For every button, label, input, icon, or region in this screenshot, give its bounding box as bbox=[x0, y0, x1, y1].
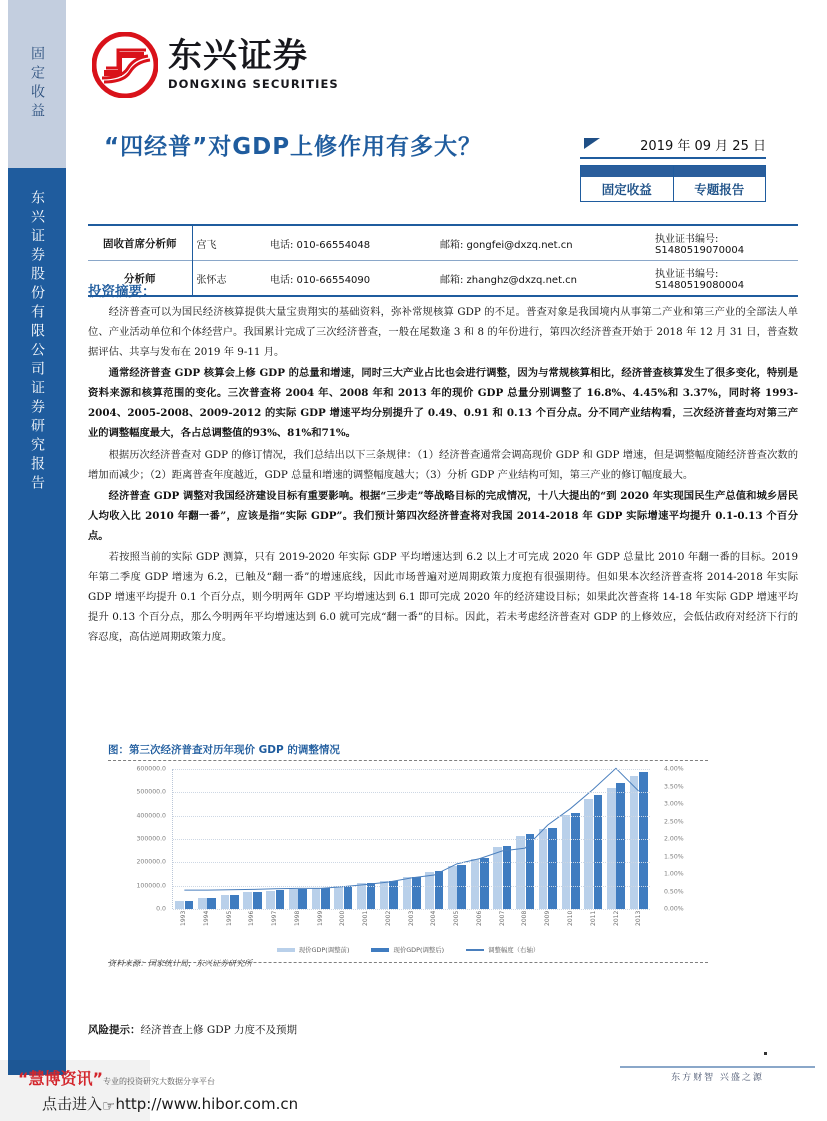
legend-line-icon bbox=[466, 949, 484, 951]
legend-label: 调整幅度（右轴） bbox=[488, 946, 540, 954]
chart-source: 资料来源：国家统计局，东兴证券研究所 bbox=[108, 959, 252, 968]
x-tick-label: 2008 bbox=[521, 911, 529, 927]
x-tick-label: 2002 bbox=[384, 911, 392, 927]
gridline bbox=[173, 886, 650, 887]
x-tick-label: 2013 bbox=[635, 911, 643, 927]
x-tick-label: 2007 bbox=[498, 911, 506, 927]
chart-title: 图：第三次经济普查对历年现价 GDP 的调整情况 bbox=[108, 742, 708, 761]
summary-heading: 投资摘要： bbox=[88, 284, 156, 300]
x-tick-label: 2010 bbox=[566, 911, 574, 927]
legend-swatch-icon bbox=[277, 948, 295, 952]
analyst-role: 分析师 bbox=[88, 261, 192, 297]
analyst-email[interactable]: 邮箱: zhanghz@dxzq.net.cn bbox=[436, 261, 651, 297]
legend-label: 现价GDP(调整后) bbox=[393, 946, 445, 954]
risk-text: 经济普查上修 GDP 力度不及预期 bbox=[140, 1024, 298, 1036]
analyst-cert: 执业证书编号: S1480519080004 bbox=[651, 261, 798, 297]
gridline bbox=[173, 839, 650, 840]
analyst-name: 张怀志 bbox=[192, 261, 266, 297]
y-tick-right: 0.50% bbox=[664, 888, 684, 895]
chart-block bbox=[108, 742, 708, 963]
date-badge-box bbox=[580, 134, 766, 202]
summary-body bbox=[88, 302, 798, 648]
triangle-icon bbox=[584, 138, 600, 149]
legend-item-adjust bbox=[466, 945, 539, 954]
analyst-role: 固收首席分析师 bbox=[88, 225, 192, 261]
watermark-cta: 点击进入 bbox=[42, 1095, 103, 1113]
chart-y-axis-right bbox=[658, 765, 702, 913]
dongxing-logo-icon bbox=[92, 32, 158, 98]
badge-category[interactable]: 固定收益 bbox=[581, 166, 673, 201]
gridline bbox=[173, 816, 650, 817]
x-tick-label: 1994 bbox=[202, 911, 210, 927]
chart-plot bbox=[172, 769, 650, 909]
rail-top-label: 固定收益 bbox=[29, 46, 45, 122]
x-tick-label: 2009 bbox=[544, 911, 552, 927]
legend-item-pre bbox=[277, 945, 350, 954]
y-tick-right: 4.00% bbox=[664, 765, 684, 773]
paragraph-5: 若按照当前的实际 GDP 测算，只有 2019-2020 年实际 GDP 平均增速达到 6.2 以上才可完成 2020 年 GDP 总量比 2010 年翻一番的目标。2019 年第二季度 GDP 增速为 6.2，已触及“翻一番”的增速底线，因此市场普遍对逆周期政策力度抱有很强期待。但如果本次经济普查将 2014-2018 年实际 GDP 增速平均提升 0.1 个百分点，则今明两年 GDP 平均增速达到 6.1 即可完成 2020 年的经济建设目标；如果此次普查将 14-18 年实际 GDP 增速平均提升 0.13 个百分点，那么今明两年平均增速达到 6.0 就可完成“翻一番”的目标。因此，若未考虑经济普查对 GDP 的上修效应，会低估政府对经济下行的容忍度，高估逆周期政策力度。 bbox=[88, 550, 798, 644]
watermark-title bbox=[18, 1066, 215, 1089]
rail-top-block bbox=[8, 0, 66, 168]
paragraph-3: 根据历次经济普查对 GDP 的修订情况，我们总结出以下三条规律：（1）经济普查通常会调高现价 GDP 和 GDP 增速，但是调整幅度随经济普查次数的增加而减少；（2）距离普查年度越近，GDP 总量和增速的调整幅度越大；（3）分析 GDP 产业结构可知，第三产业的修订幅度最大。 bbox=[88, 448, 798, 481]
report-date-row bbox=[580, 134, 766, 159]
x-tick-label: 2000 bbox=[339, 911, 347, 927]
y-tick-left: 600000.0 bbox=[136, 765, 166, 773]
y-tick-left: 500000.0 bbox=[136, 788, 166, 796]
legend-item-post bbox=[371, 945, 444, 954]
paragraph-1: 经济普查可以为国民经济核算提供大量宝贵翔实的基础资料，弥补常规核算 GDP 的不足。普查对象是我国境内从事第二产业和第三产业的全部法人单位、产业活动单位和个体经营户。我国累计完成了三次经济普查，一般在尾数逢 3 和 8 的年份进行，第四次经济普查开始于 2018 年 12 月 31 日，普查数据评估、共享与发布在 2019 年 9-11 月。 bbox=[88, 306, 798, 359]
paragraph-4: 经济普查 GDP 调整对我国经济建设目标有重要影响。根据“三步走”等战略目标的完成情况，十八大提出的“到 2020 年实现国民生产总值和城乡居民人均收入比 2010 年翻一番”，应该是指“实际 GDP”。我们预计第四次经济普查将对我国 2014-2018 年 GDP 实际增速平均提升 0.1-0.13 个百分点。 bbox=[88, 489, 798, 542]
x-tick-label: 1999 bbox=[316, 911, 324, 927]
chart-area bbox=[108, 763, 708, 963]
risk-label: 风险提示： bbox=[88, 1024, 141, 1036]
risk-note bbox=[88, 1022, 297, 1037]
y-tick-left: 200000.0 bbox=[136, 858, 166, 866]
pointing-hand-icon: ☞ bbox=[102, 1097, 116, 1115]
gridline bbox=[173, 909, 650, 910]
analyst-name: 宫飞 bbox=[196, 239, 217, 251]
x-tick-label: 1993 bbox=[179, 911, 187, 927]
badge-row bbox=[580, 165, 766, 202]
footer-slogan: 东方财智 兴盛之源 bbox=[671, 1073, 764, 1083]
x-tick-label: 1996 bbox=[248, 911, 256, 927]
brand-logo bbox=[92, 32, 339, 98]
legend-label: 现价GDP(调整前) bbox=[298, 946, 350, 954]
x-tick-label: 1997 bbox=[270, 911, 278, 927]
logo-name-en: DONGXING SECURITIES bbox=[168, 77, 339, 91]
analyst-phone: 电话: 010-66554090 bbox=[266, 261, 436, 297]
y-tick-left: 400000.0 bbox=[136, 812, 166, 820]
x-tick-label: 2006 bbox=[475, 911, 483, 927]
chart-x-axis bbox=[172, 911, 650, 943]
report-date: 2019 年 09 月 25 日 bbox=[640, 139, 766, 154]
page-marker-dot bbox=[764, 1052, 767, 1055]
y-tick-right: 0.00% bbox=[664, 905, 684, 913]
x-tick-label: 2004 bbox=[430, 911, 438, 927]
y-tick-right: 3.50% bbox=[664, 783, 684, 790]
rail-bottom-block bbox=[8, 168, 66, 1075]
adjust-rate-line bbox=[184, 768, 638, 890]
y-tick-left: 100000.0 bbox=[136, 882, 166, 890]
gridline bbox=[173, 792, 650, 793]
side-rail bbox=[0, 0, 72, 1121]
x-tick-label: 2011 bbox=[589, 911, 597, 927]
y-tick-right: 3.00% bbox=[664, 800, 684, 808]
x-tick-label: 1995 bbox=[225, 911, 233, 927]
page-title: “四经普”对GDP上修作用有多大？ bbox=[104, 134, 483, 160]
x-tick-label: 2001 bbox=[362, 911, 369, 927]
badge-report-type[interactable]: 专题报告 bbox=[673, 166, 766, 201]
analyst-cert: 执业证书编号: S1480519070004 bbox=[655, 234, 745, 256]
watermark-sub: 专业的投资研究大数据分享平台 bbox=[103, 1077, 216, 1086]
watermark-brand: “慧博资讯” bbox=[18, 1069, 104, 1088]
rail-bottom-label: 东兴证券股份有限公司证券研究报告 bbox=[29, 190, 45, 494]
analyst-table bbox=[88, 224, 798, 297]
analyst-phone: 电话: 010-66554048 bbox=[270, 239, 371, 251]
table-row bbox=[88, 261, 798, 297]
chart-y-axis-left bbox=[108, 765, 170, 913]
x-tick-label: 2012 bbox=[612, 911, 620, 927]
footer-divider bbox=[620, 1066, 815, 1068]
x-tick-label: 2005 bbox=[453, 911, 461, 927]
paragraph-2: 通常经济普查 GDP 核算会上修 GDP 的总量和增速，同时三大产业占比也会进行调整，因为与常规核算相比，经济普查核算发生了很多变化，特别是资料来源和核算范围的变化。三次普查将 2004 年、2008 年和 2013 年的现价 GDP 总量分别调整了 16.8%、4.45%和 3.37%，同时将 1993-2004、2005-2008、2009-2012 的实际 GDP 增速平均分别提升了 0.49、0.91 和 0.13 个百分点。分不同产业结构看，三次经济普查均对第三产业的调整幅度最大，各占总调整值的93%、81%和71%。 bbox=[88, 367, 798, 440]
logo-name-zh: 东兴证券 bbox=[168, 36, 308, 76]
y-tick-left: 300000.0 bbox=[136, 835, 166, 843]
table-row bbox=[88, 225, 798, 261]
gridline bbox=[173, 862, 650, 863]
analyst-email[interactable]: 邮箱: gongfei@dxzq.net.cn bbox=[440, 239, 573, 251]
legend-swatch-icon bbox=[371, 948, 389, 952]
y-tick-right: 2.00% bbox=[664, 835, 684, 843]
watermark-link-row[interactable] bbox=[42, 1093, 298, 1114]
chart-legend bbox=[108, 945, 708, 954]
watermark-url[interactable]: http://www.hibor.com.cn bbox=[115, 1095, 299, 1113]
y-tick-right: 1.00% bbox=[664, 870, 684, 878]
y-tick-right: 1.50% bbox=[664, 853, 684, 860]
x-tick-label: 1998 bbox=[293, 911, 301, 927]
y-tick-left: 0.0 bbox=[156, 905, 166, 913]
y-tick-right: 2.50% bbox=[664, 818, 684, 825]
gridline bbox=[173, 769, 650, 770]
x-tick-label: 2003 bbox=[407, 911, 415, 927]
